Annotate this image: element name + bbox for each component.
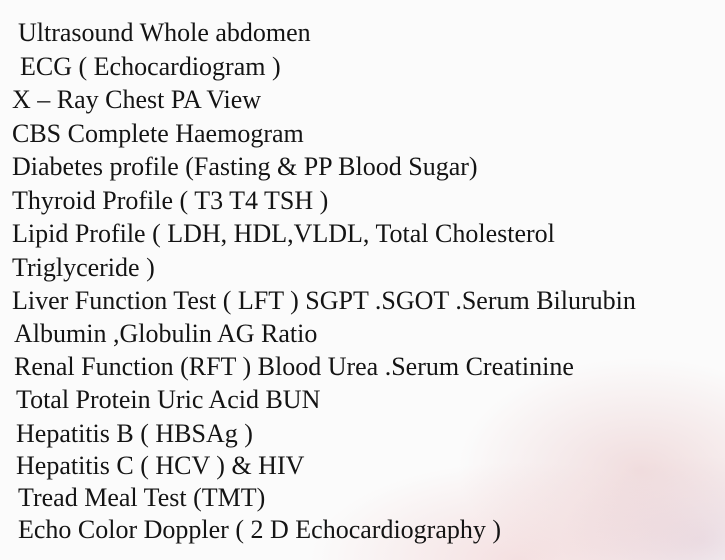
test-line-renal: Renal Function (RFT ) Blood Urea .Serum Creatinine (14, 352, 574, 381)
test-line-protein: Total Protein Uric Acid BUN (16, 385, 321, 414)
test-line-echo-doppler: Echo Color Doppler ( 2 D Echocardiography ) (18, 515, 502, 544)
test-line-hepatitis-b: Hepatitis B ( HBSAg ) (16, 419, 253, 448)
test-line-liver: Liver Function Test ( LFT ) SGPT .SGOT .Serum Bilurubin (12, 286, 636, 315)
test-line-albumin: Albumin ,Globulin AG Ratio (14, 319, 318, 348)
test-line-xray: X – Ray Chest PA View (12, 85, 262, 114)
test-line-diabetes: Diabetes profile (Fasting & PP Blood Sugar) (12, 152, 478, 181)
test-line-lipid: Lipid Profile ( LDH, HDL,VLDL, Total Cholesterol (12, 219, 555, 248)
test-line-thyroid: Thyroid Profile ( T3 T4 TSH ) (12, 186, 329, 215)
test-line-triglyceride: Triglyceride ) (12, 253, 155, 282)
test-line-hepatitis-c: Hepatitis C ( HCV ) & HIV (16, 451, 305, 480)
test-line-ecg: ECG ( Echocardiogram ) (20, 52, 281, 81)
test-line-cbs: CBS Complete Haemogram (12, 119, 304, 148)
test-line-ultrasound: Ultrasound Whole abdomen (18, 18, 311, 47)
test-line-tmt: Tread Meal Test (TMT) (18, 483, 266, 512)
